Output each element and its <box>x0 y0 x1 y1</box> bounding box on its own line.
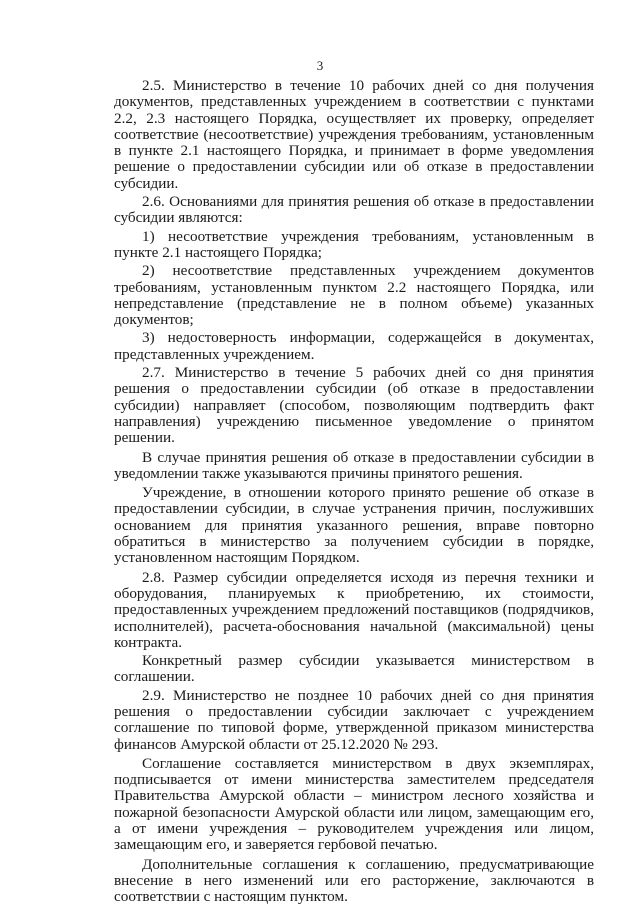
paragraph-reapplication: Учреждение, в отношении которого принято решение об отказе в предоставлении субсидии, в случае устранения причин, послуживших основанием для принятия указанного решения, вправе повторно обратиться в министерство за получением субсидии в порядке, установленном настоящим Порядком. <box>114 484 594 567</box>
paragraph-2-6-item-2: 2) несоответствие представленных учреждением документов требованиям, установленным пунктом 2.2 настоящего Порядка, или непредставление (представление не в полном объеме) указанных документов; <box>114 262 594 329</box>
paragraph-2-6-item-1: 1) несоответствие учреждения требованиям, установленным в пункте 2.1 настоящего Порядка; <box>114 227 594 261</box>
paragraph-2-6-item-3: 3) недостоверность информации, содержащейся в документах, представленных учреждением. <box>114 329 594 363</box>
paragraph-2-6: 2.6. Основаниями для принятия решения об отказе в предоставлении субсидии являются: <box>114 193 594 227</box>
page-number: 3 <box>316 58 324 73</box>
paragraph-2-9: 2.9. Министерство не позднее 10 рабочих дней со дня принятия решения о предоставлении субсидии заключает с учреждением соглашение по типовой форме, утвержденной приказом министерства финансов Амурской области от 25.12.2020 № 293. <box>114 686 594 753</box>
paragraph-refusal-reasons: В случае принятия решения об отказе в предоставлении субсидии в уведомлении также указываются причины принятого решения. <box>114 448 594 482</box>
paragraph-2-7: 2.7. Министерство в течение 5 рабочих дней со дня принятия решения о предоставлении субсидии (об отказе в предоставлении субсидии) направляет (способом, позволяющим подтвердить факт направления) учреждению письменное уведомление о принятом решении. <box>114 364 594 447</box>
document-body <box>114 78 594 908</box>
paragraph-agreement-signing: Соглашение составляется министерством в двух экземплярах, подписывается от имени министерства заместителем председателя Правительства Амурской области – министром лесного хозяйства и пожарной безопасности Амурской области или лицом, замещающим его, а от имени учреждения – руководителем учреждения или лицом, замещающим его, и заверяется гербовой печатью. <box>114 754 594 854</box>
paragraph-subsidy-amount: Конкретный размер субсидии указывается министерством в соглашении. <box>114 652 594 686</box>
paragraph-2-8: 2.8. Размер субсидии определяется исходя из перечня техники и оборудования, планируемых к приобретению, их стоимости, предоставленных учреждением предложений поставщиков (подрядчиков, исполнителей), расчета-обоснования начальной (максимальной) цены контракта. <box>114 568 594 651</box>
paragraph-additional-agreements: Дополнительные соглашения к соглашению, предусматривающие внесение в него изменений или его расторжение, заключаются в соответствии с настоящим пунктом. <box>114 855 594 906</box>
paragraph-2-5: 2.5. Министерство в течение 10 рабочих дней со дня получения документов, представленных учреждением в соответствии с пунктами 2.2, 2.3 настоящего Порядка, осуществляет их проверку, определяет соответствие (несоответствие) учреждения требованиям, установленным в пункте 2.1 настоящего Порядка, и принимает в форме уведомления решение о предоставлении субсидии или об отказе в предоставлении субсидии. <box>114 77 594 192</box>
